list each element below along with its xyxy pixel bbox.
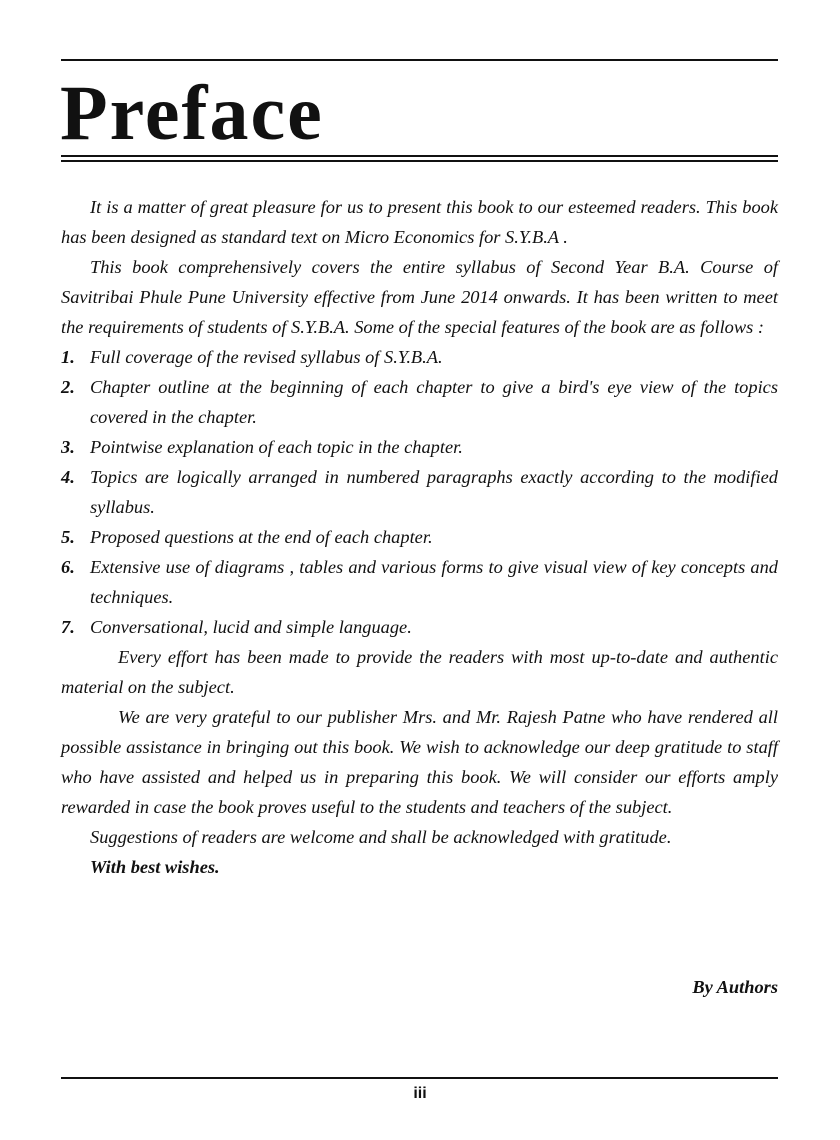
intro-paragraph-2: This book comprehensively covers the entire syllabus of Second Year B.A. Course of Savitribai Phule Pune University effective from June 2014 onwards. It has been written to meet the requirements of students of S.Y.B.A. Some of the special features of the book are as follows : bbox=[61, 257, 778, 337]
list-item-number: 7. bbox=[61, 617, 75, 637]
list-item-text: Pointwise explanation of each topic in the chapter. bbox=[90, 437, 463, 457]
features-list bbox=[61, 342, 778, 642]
gratitude-paragraph: We are very grateful to our publisher Mrs. and Mr. Rajesh Patne who have rendered all possible assistance in bringing out this book. We wish to acknowledge our deep gratitude to staff who have assisted and helped us in preparing this book. We will consider our efforts amply rewarded in case the book proves useful to the students and teachers of the subject. bbox=[61, 707, 778, 817]
list-item-number: 4. bbox=[61, 467, 75, 487]
effort-paragraph: Every effort has been made to provide the readers with most up-to-date and authentic material on the subject. bbox=[61, 647, 778, 697]
list-item-number: 2. bbox=[61, 377, 75, 397]
best-wishes-line: With best wishes. bbox=[90, 857, 220, 877]
bottom-rule bbox=[61, 1077, 778, 1079]
intro-paragraph-1: It is a matter of great pleasure for us to present this book to our esteemed readers. This book has been designed as standard text on Micro Economics for S.Y.B.A . bbox=[61, 197, 778, 247]
title-underline-lower bbox=[61, 160, 778, 162]
list-item-text: Topics are logically arranged in numbered paragraphs exactly according to the modified syllabus. bbox=[90, 467, 778, 517]
top-rule bbox=[61, 59, 778, 61]
authors-signature: By Authors bbox=[692, 977, 778, 997]
list-item-text: Full coverage of the revised syllabus of S.Y.B.A. bbox=[90, 347, 443, 367]
list-item bbox=[61, 612, 778, 642]
list-item-number: 5. bbox=[61, 527, 75, 547]
list-item bbox=[61, 432, 778, 462]
list-item bbox=[61, 462, 778, 522]
list-item bbox=[61, 372, 778, 432]
page-title: Preface bbox=[60, 69, 324, 156]
list-item-text: Chapter outline at the beginning of each chapter to give a bird's eye view of the topics covered in the chapter. bbox=[90, 377, 778, 427]
list-item-text: Proposed questions at the end of each chapter. bbox=[90, 527, 433, 547]
list-item-number: 6. bbox=[61, 557, 75, 577]
suggestions-paragraph: Suggestions of readers are welcome and shall be acknowledged with gratitude. bbox=[90, 827, 672, 847]
list-item bbox=[61, 522, 778, 552]
list-item-number: 3. bbox=[61, 437, 75, 457]
title-underline-upper bbox=[61, 155, 778, 157]
list-item-text: Extensive use of diagrams , tables and various forms to give visual view of key concepts and techniques. bbox=[90, 557, 778, 607]
list-item-number: 1. bbox=[61, 347, 75, 367]
list-item bbox=[61, 342, 778, 372]
preface-body bbox=[61, 192, 778, 882]
page-number: iii bbox=[413, 1085, 427, 1102]
list-item-text: Conversational, lucid and simple language. bbox=[90, 617, 412, 637]
list-item bbox=[61, 552, 778, 612]
